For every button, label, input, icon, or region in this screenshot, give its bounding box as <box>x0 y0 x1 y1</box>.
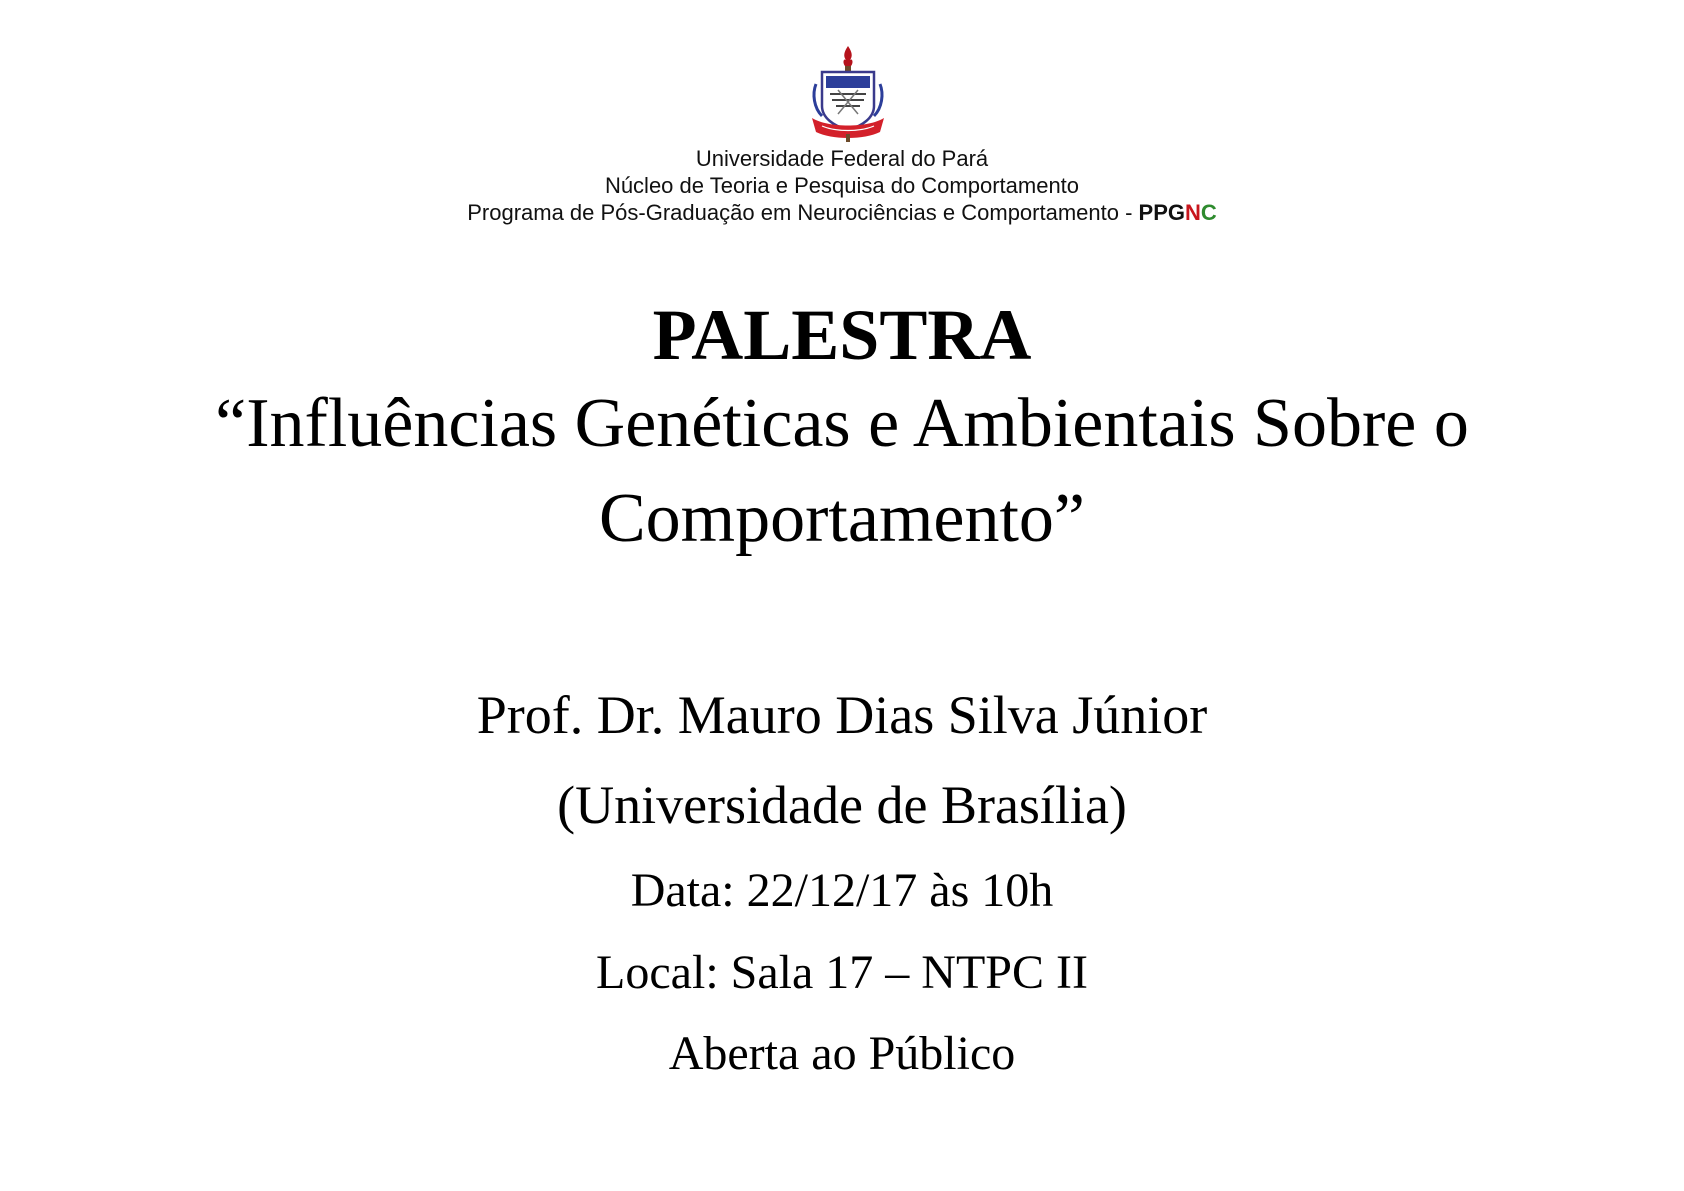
university-name: Universidade Federal do Pará <box>695 146 989 171</box>
talk-title-line-2: Comportamento” <box>598 480 1085 557</box>
speaker-institution: (Universidade de Brasília) <box>557 775 1127 835</box>
nucleus-name: Núcleo de Teoria e Pesquisa do Comportamento <box>604 173 1080 198</box>
university-crest-logo <box>808 44 888 144</box>
acronym-n: N <box>1185 200 1201 225</box>
program-name: Programa de Pós-Graduação em Neurociências e Comportamento - <box>467 200 1139 225</box>
event-location: Local: Sala 17 – NTPC II <box>596 946 1088 999</box>
event-access: Aberta ao Público <box>668 1027 1016 1080</box>
speaker-name: Prof. Dr. Mauro Dias Silva Júnior <box>476 685 1208 745</box>
event-type-heading: PALESTRA <box>652 295 1032 375</box>
program-acronym <box>1139 200 1217 225</box>
event-date: Data: 22/12/17 às 10h <box>630 864 1054 917</box>
program-line <box>0 199 1684 226</box>
acronym-ppg: PPG <box>1138 200 1185 225</box>
talk-title-line-1: “Influências Genéticas e Ambientais Sobre o <box>215 385 1469 462</box>
acronym-c: C <box>1200 200 1217 225</box>
